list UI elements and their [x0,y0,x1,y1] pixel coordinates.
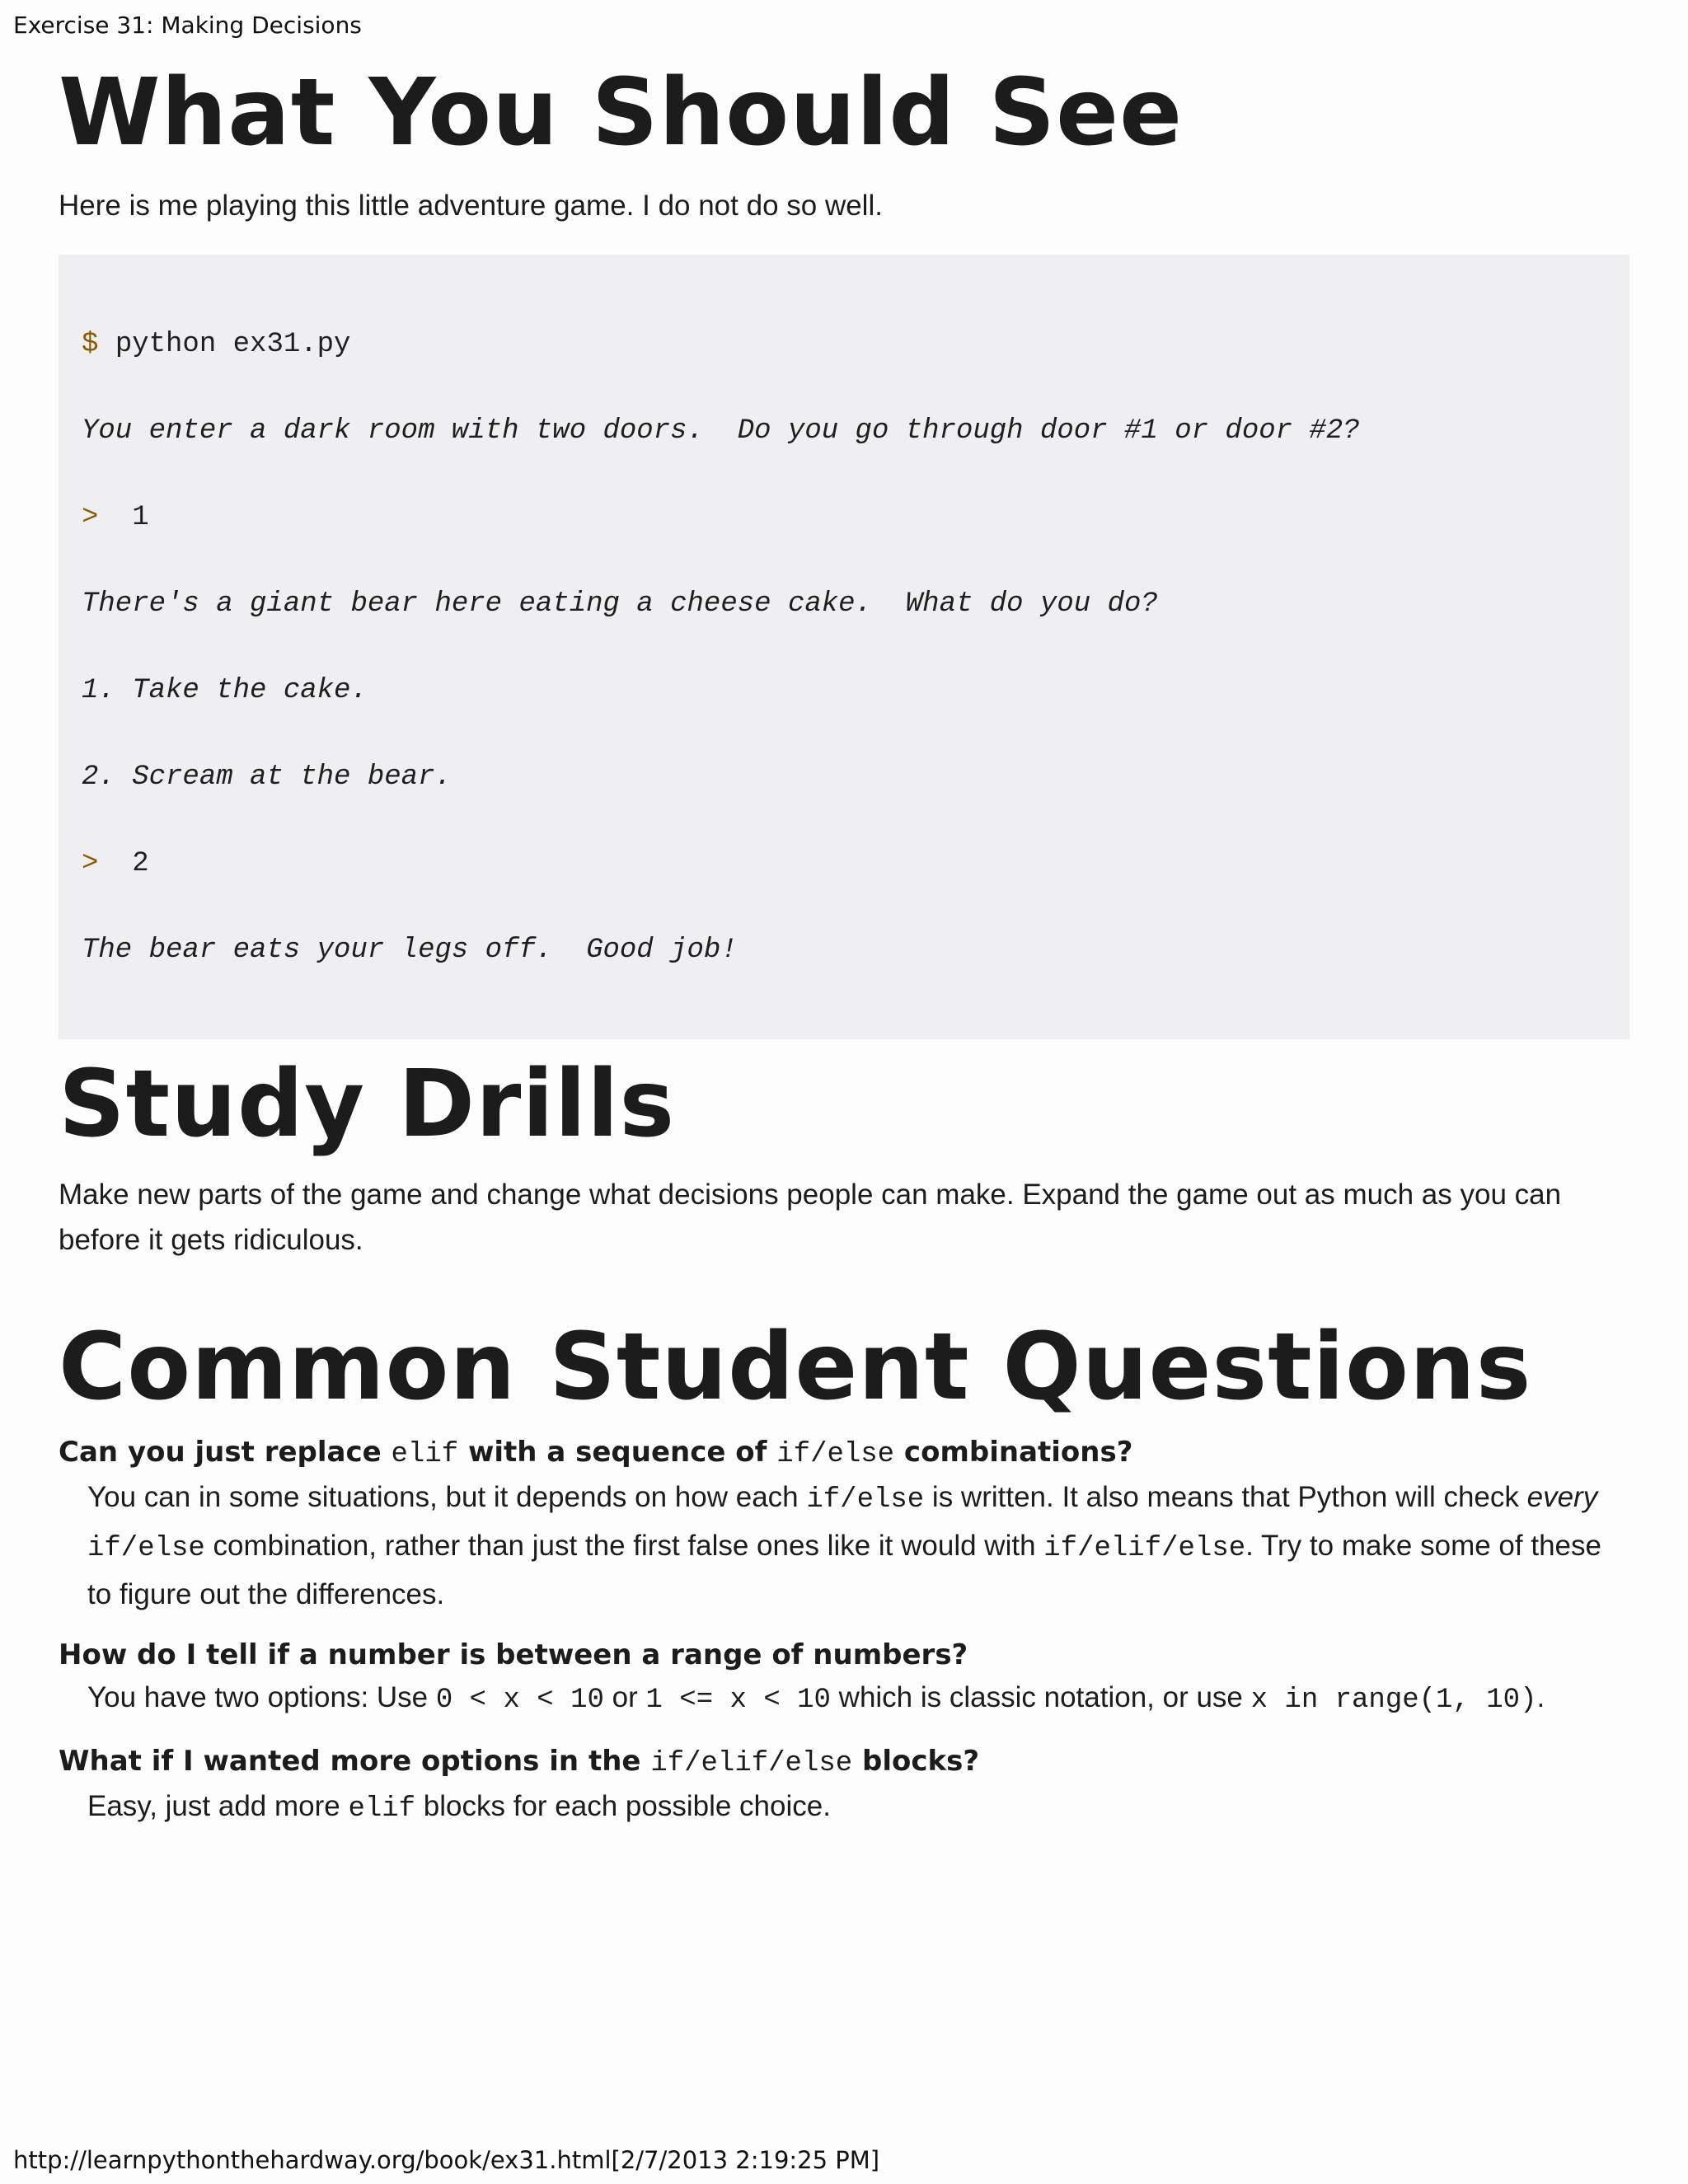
inline-code: 1 <= x < 10 [645,1685,831,1717]
print-header: Exercise 31: Making Decisions [13,12,362,39]
study-drills-paragraph: Make new parts of the game and change what decisions people can make. Expand the game out as much as you can before it gets ridiculous. [59,1178,1562,1256]
terminal-output-line: There's a giant bear here eating a cheese cake. What do you do? [82,588,1158,621]
terminal-output-line: The bear eats your legs off. Good job! [82,935,738,967]
answer-segment: You can in some situations, but it depends on how each [87,1481,807,1514]
user-input: 1 [132,502,149,534]
terminal-input-line [82,504,1606,532]
input-prompt: > [82,848,99,880]
terminal-output-line: 2. Scream at the bear. [82,762,452,794]
article-content [59,58,1629,1832]
question-item [59,1432,1629,1617]
shell-prompt: $ [82,329,99,361]
inline-code: elif [391,1439,459,1471]
input-prompt: > [82,502,99,534]
answer-segment: Easy, just add more [87,1790,349,1823]
inline-code: 0 < x < 10 [435,1685,604,1717]
answer-segment: or [603,1681,646,1714]
user-input: 2 [132,848,149,880]
emphasis-text: every [1526,1481,1598,1514]
answer-segment: . [1536,1681,1545,1714]
question-title: How do I tell if a number is between a range of numbers? [59,1638,968,1672]
answer-segment: which is classic notation, or use [830,1681,1251,1714]
terminal-output-block [59,255,1629,1039]
question-text: combinations? [894,1436,1133,1469]
print-footer-url: http://learnpythonthehardway.org/book/ex31.html[2/7/2013 2:19:25 PM] [13,2146,880,2174]
question-item [59,1635,1629,1723]
answer-segment: is written. It also means that Python will check [924,1481,1527,1514]
inline-code: if/else [776,1439,895,1471]
answer-text [87,1474,1629,1617]
heading-common-student-questions: Common Student Questions [59,1313,1532,1421]
terminal-input-line [82,850,1606,879]
terminal-command-line [82,330,1606,359]
question-text: What if I wanted more options in the [59,1745,651,1779]
terminal-output-line: 1. Take the cake. [82,675,368,707]
question-title [59,1741,1629,1783]
inline-code: if/else [87,1533,205,1565]
question-title [59,1432,1629,1474]
inline-code: if/else [806,1484,925,1516]
inline-code: x in range(1, 10) [1250,1685,1537,1717]
question-item [59,1741,1629,1832]
shell-command: python ex31.py [115,329,351,361]
inline-code: if/elif/else [650,1748,853,1780]
inline-code: if/elif/else [1043,1533,1246,1565]
heading-study-drills: Study Drills [59,1051,676,1159]
answer-segment: . Try to make some of these to figure out the differences. [87,1530,1601,1611]
inline-code: elif [348,1793,416,1825]
answer-segment: You have two options: Use [87,1681,436,1714]
answer-text [87,1783,1629,1832]
question-text: blocks? [852,1745,980,1779]
terminal-output-line: You enter a dark room with two doors. Do you go through door #1 or door #2? [82,415,1360,448]
question-text: with a sequence of [458,1436,777,1469]
heading-what-you-should-see: What You Should See [59,59,1184,166]
answer-segment: blocks for each possible choice. [415,1790,831,1823]
answer-segment: combination, rather than just the first false ones like it would with [204,1530,1044,1563]
intro-paragraph: Here is me playing this little adventure game. I do not do so well. [59,190,883,223]
answer-text [87,1675,1629,1723]
question-text: Can you just replace [59,1436,392,1469]
